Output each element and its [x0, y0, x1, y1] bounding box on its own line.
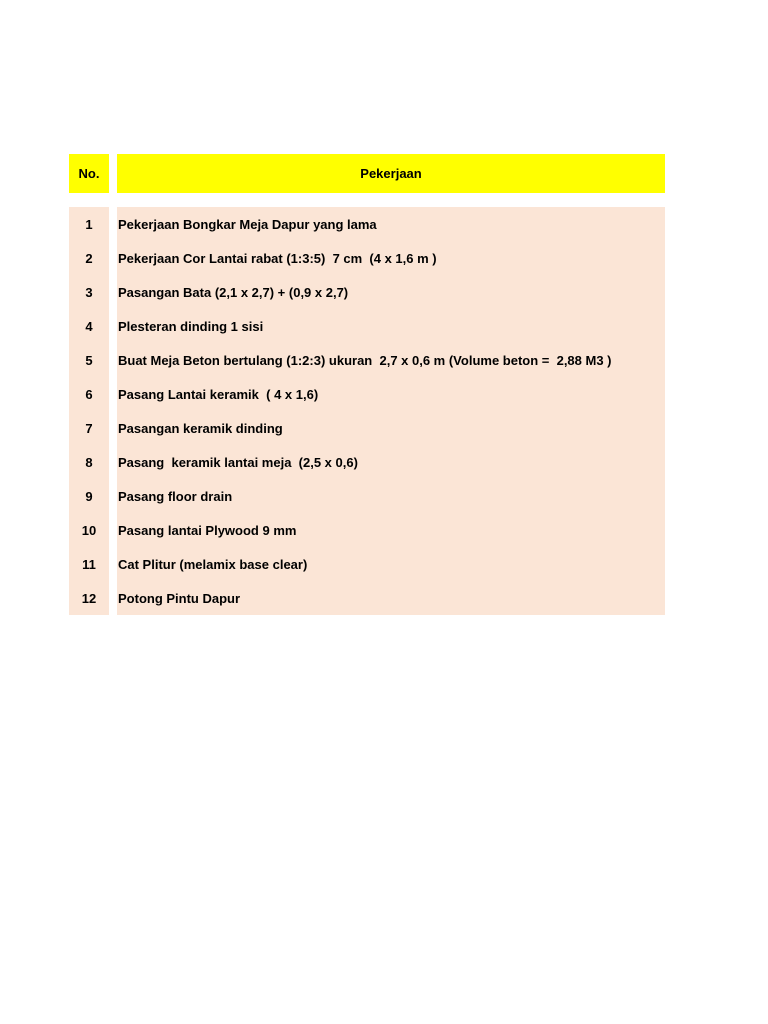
row-number: 3 — [85, 284, 93, 300]
row-number: 8 — [85, 454, 93, 470]
table-row — [0, 309, 768, 343]
row-job: Pasang lantai Plywood 9 mm — [118, 522, 297, 538]
row-number: 9 — [85, 488, 93, 504]
row-number: 4 — [85, 318, 93, 334]
header-job-cell — [117, 154, 665, 193]
row-job: Plesteran dinding 1 sisi — [118, 318, 264, 334]
table-row — [0, 275, 768, 309]
row-job: Pasang keramik lantai meja (2,5 x 0,6) — [118, 454, 358, 470]
row-job: Pasangan Bata (2,1 x 2,7) + (0,9 x 2,7) — [118, 284, 349, 300]
table-row — [0, 581, 768, 615]
table-row — [0, 411, 768, 445]
row-job: Pasang Lantai keramik ( 4 x 1,6) — [118, 386, 319, 402]
header-no-label: No. — [78, 166, 100, 181]
row-job: Pasangan keramik dinding — [118, 420, 283, 436]
row-number: 12 — [81, 590, 97, 606]
table-row — [0, 377, 768, 411]
row-number: 2 — [85, 250, 93, 266]
row-number: 10 — [81, 522, 97, 538]
row-job: Pekerjaan Bongkar Meja Dapur yang lama — [118, 216, 377, 232]
row-job: Pasang floor drain — [118, 488, 233, 504]
table-row — [0, 207, 768, 241]
table-row — [0, 343, 768, 377]
row-number: 7 — [85, 420, 93, 436]
row-job: Buat Meja Beton bertulang (1:2:3) ukuran 2,7 x 0,6 m (Volume beton = 2,88 M3 ) — [118, 352, 612, 368]
table-row — [0, 547, 768, 581]
table-row — [0, 445, 768, 479]
row-number: 11 — [82, 556, 96, 572]
table-row — [0, 513, 768, 547]
row-job: Cat Plitur (melamix base clear) — [118, 556, 308, 572]
header-no-cell — [69, 154, 109, 193]
table-row — [0, 479, 768, 513]
table-row — [0, 241, 768, 275]
header-job-label: Pekerjaan — [360, 166, 422, 181]
row-number: 1 — [85, 216, 93, 232]
row-number: 6 — [85, 386, 93, 402]
row-job: Potong Pintu Dapur — [118, 590, 241, 606]
row-number: 5 — [85, 352, 93, 368]
row-job: Pekerjaan Cor Lantai rabat (1:3:5) 7 cm (4 x 1,6 m ) — [118, 250, 437, 266]
